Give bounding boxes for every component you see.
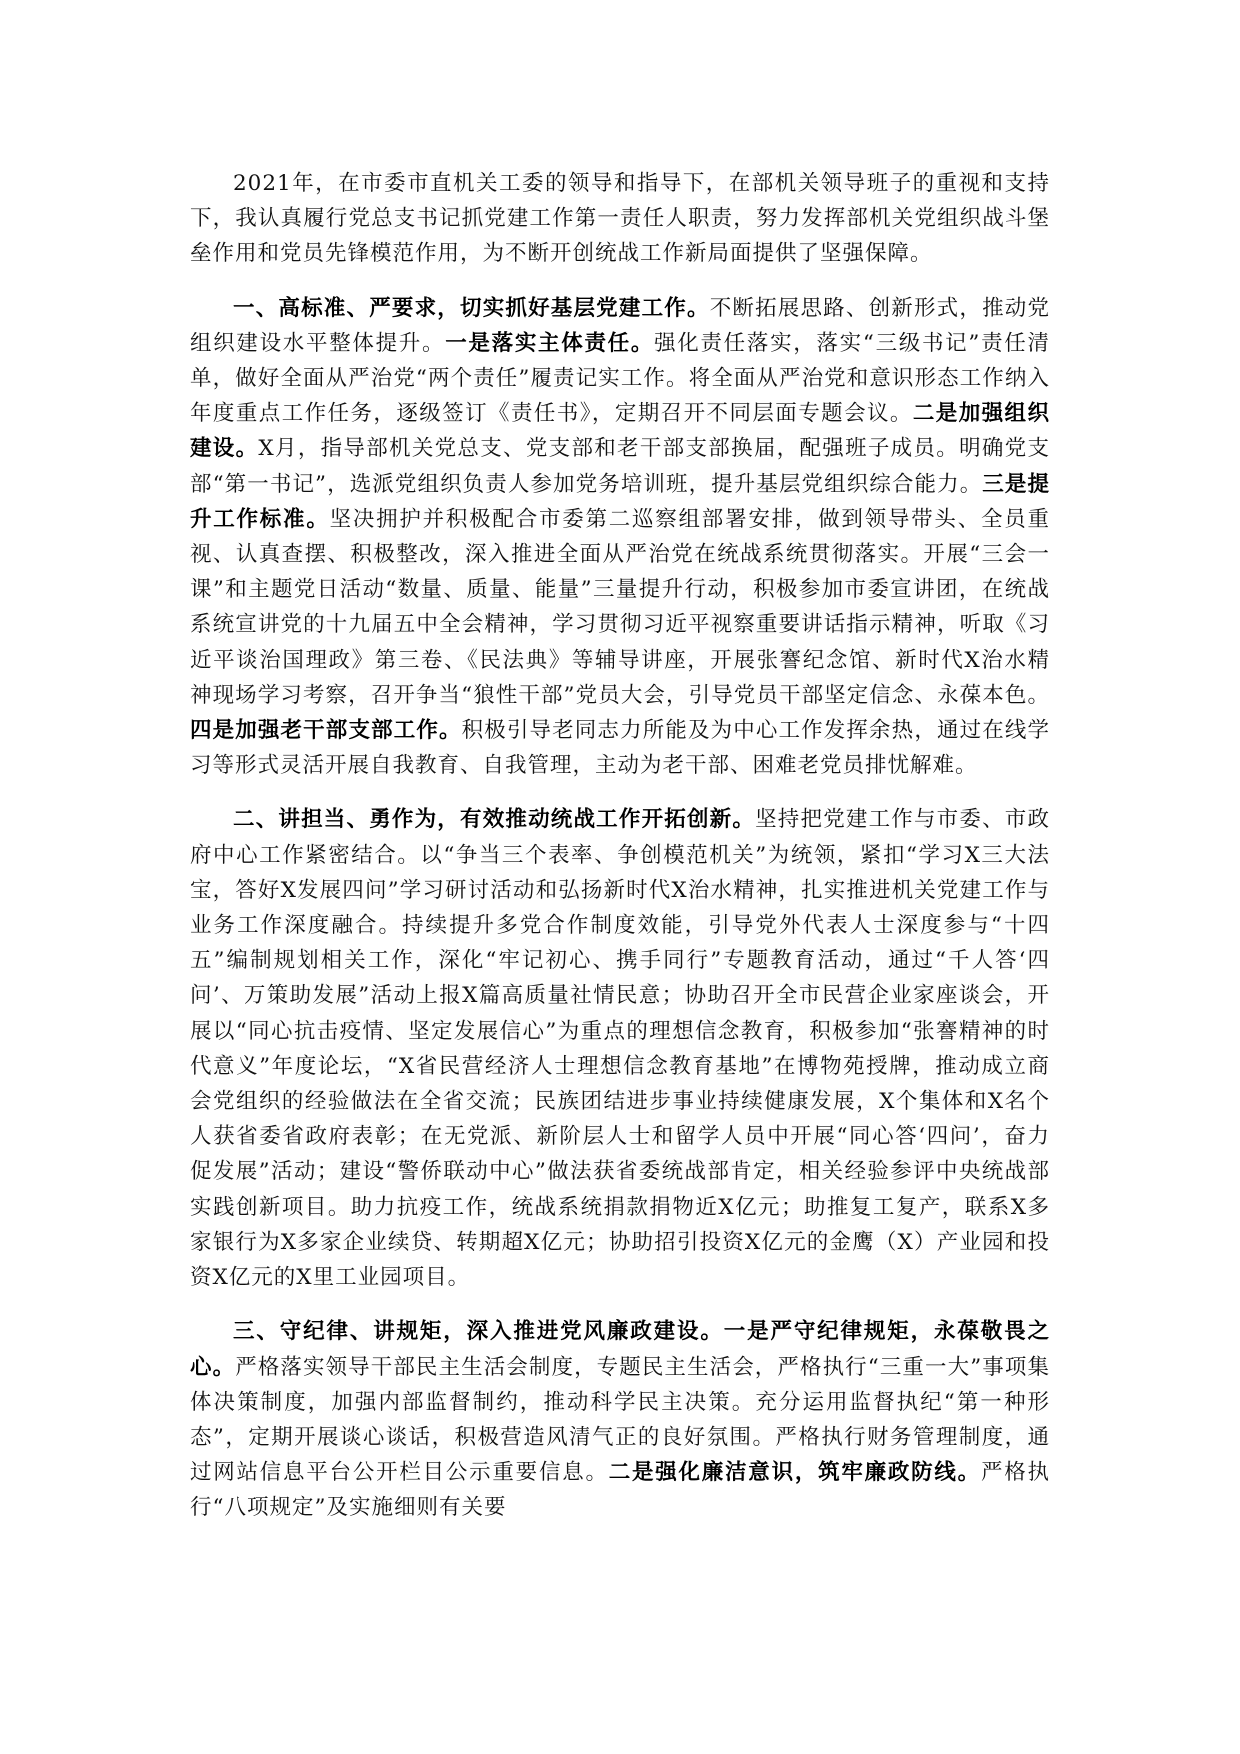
section-1-text: 强化责任落实，落实“三级书记”责任清单，做好全面从严治党“两个责任”履责记实工作。将全面从严治党和意识形态工作纳入年度重点工作任务，逐级签订《责任书》，定期召开不同层面专题会议。 [190,330,1050,427]
section-1-point-4: 四是加强老干部支部工作。 [190,718,462,744]
section-2-text: 坚持把党建工作与市委、市政府中心工作紧密结合。以“争当三个表率、争创模范机关”为统领，紧扣“学习X三大法宝，答好X发展四问”学习研讨活动和弘扬新时代X治水精神，扎实推进机关党建工作与业务工作深度融合。持续提升多党合作制度效能，引导党外代表人士深度参与“十四五”编制规划相关工作，深化“牢记初心、携手同行”专题教育活动，通过“千人答‘四问’、万策助发展”活动上报X篇高质量社情民意；协助召开全市民营企业家座谈会，开展以“同心抗击疫情、坚定发展信心”为重点的理想信念教育，积极参加“张謇精神的时代意义”年度论坛，“X省民营经济人士理想信念教育基地”在博物苑授牌，推动成立商会党组织的经验做法在全省交流；民族团结进步事业持续健康发展，X个集体和X名个人获省委省政府表彰；在无党派、新阶层人士和留学人员中开展“同心答‘四问’，奋力促发展”活动；建设“警侨联动中心”做法获省委统战部肯定，相关经验参评中央统战部实践创新项目。助力抗疫工作，统战系统捐款捐物近X亿元；助推复工复产，联系X多家银行为X多家企业续贷、转期超X亿元；协助招引投资X亿元的金鹰（X）产业园和投资X亿元的X里工业园项目。 [190,807,1050,1291]
section-1-heading: 一、高标准、严要求，切实抓好基层党建工作。 [233,295,710,321]
intro-text: 2021年，在市委市直机关工委的领导和指导下，在部机关领导班子的重视和支持下，我认真履行党总支书记抓党建工作第一责任人职责，努力发挥部机关党组织战斗堡垒作用和党员先锋模范作用，为不断开创统战工作新局面提供了坚强保障。 [190,171,1050,267]
section-3-point-2: 二是强化廉洁意识，筑牢廉政防线。 [608,1460,981,1486]
paragraph-section-1 [190,291,1050,784]
section-1-text: X月，指导部机关党总支、党支部和老干部支部换届，配强班子成员。明确党支部“第一书记”，选派党组织负责人参加党务培训班，提升基层党组织综合能力。 [190,436,1050,497]
section-3-point-1: 一是严守纪律规矩，永葆敬畏之心。 [190,1319,1050,1380]
section-1-point-2: 二是加强组织建设。 [190,401,1050,462]
section-1-text: 不断拓展思路、创新形式，推动党组织建设水平整体提升。 [190,295,1050,356]
section-1-point-3: 三是提升工作标准。 [190,471,1050,532]
paragraph-section-2 [190,802,1050,1295]
section-1-text: 坚决拥护并积极配合市委第二巡察组部署安排，做到领导带头、全员重视、认真查摆、积极整改，深入推进全面从严治党在统战系统贯彻落实。开展“三会一课”和主题党日活动“数量、质量、能量”三量提升行动，积极参加市委宣讲团，在统战系统宣讲党的十九届五中全会精神，学习贯彻习近平视察重要讲话指示精神，听取《习近平谈治国理政》第三卷、《民法典》等辅导讲座，开展张謇纪念馆、新时代X治水精神现场学习考察，召开争当“狼性干部”党员大会，引导党员干部坚定信念、永葆本色。 [190,506,1050,708]
document-body [190,166,1050,1545]
paragraph-intro [190,166,1050,272]
section-1-point-1: 一是落实主体责任。 [445,330,655,356]
section-2-heading: 二、讲担当、勇作为，有效推动统战工作开拓创新。 [233,807,756,833]
section-1-text: 积极引导老同志力所能及为中心工作发挥余热，通过在线学习等形式灵活开展自我教育、自我管理，主动为老干部、困难老党员排忧解难。 [190,718,1050,779]
paragraph-section-3 [190,1314,1050,1525]
section-3-heading: 三、守纪律、讲规矩，深入推进党风廉政建设。 [233,1319,724,1345]
section-3-text: 严格落实领导干部民主生活会制度，专题民主生活会，严格执行“三重一大”事项集体决策制度，加强内部监督制约，推动科学民主决策。充分运用监督执纪“第一种形态”，定期开展谈心谈话，积极营造风清气正的良好氛围。严格执行财务管理制度，通过网站信息平台公开栏目公示重要信息。 [190,1354,1050,1486]
section-3-text: 严格执行“八项规定”及实施细则有关要 [190,1460,1050,1521]
